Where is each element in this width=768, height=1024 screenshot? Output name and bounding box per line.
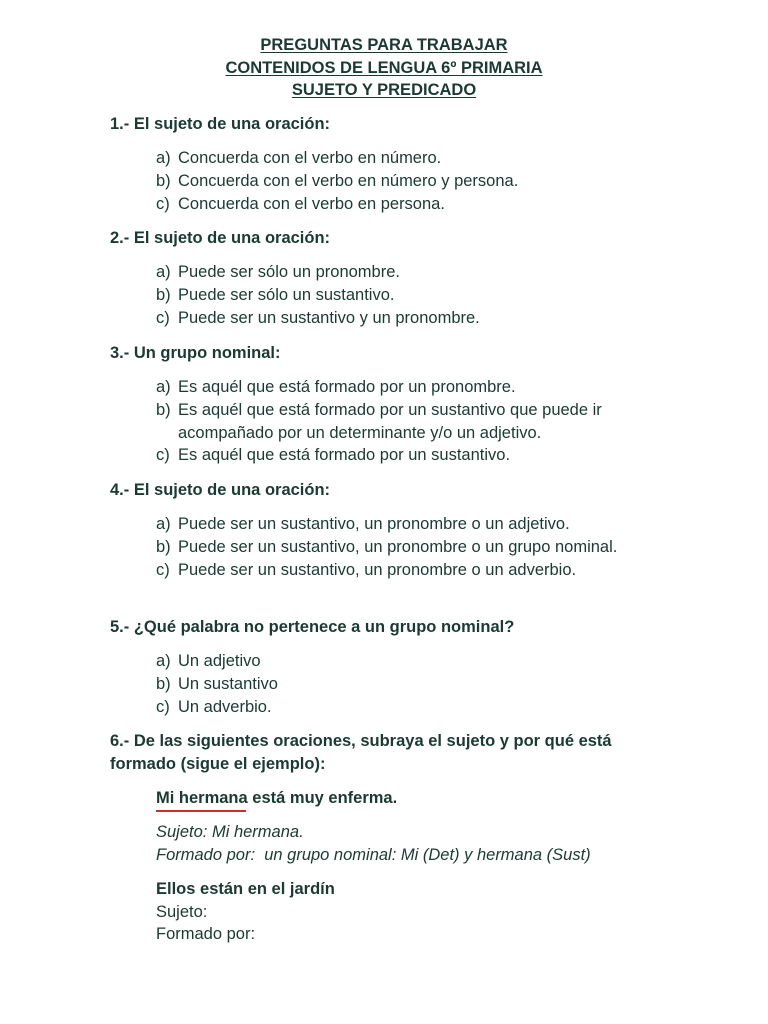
exercise-sentence: Ellos están en el jardín — [156, 880, 335, 898]
question-3-options — [156, 376, 651, 467]
option-letter: a) — [156, 149, 171, 167]
option-text: Un adjetivo — [178, 652, 261, 670]
question-4-heading: 4.- El sujeto de una oración: — [110, 481, 331, 499]
title-line-1: PREGUNTAS PARA TRABAJAR — [260, 36, 508, 54]
option-letter: b) — [156, 400, 171, 419]
subject-underline — [156, 810, 246, 812]
question-5-heading: 5.- ¿Qué palabra no pertenece a un grupo nominal? — [110, 618, 515, 636]
option-item — [156, 696, 676, 719]
option-item — [156, 284, 676, 307]
option-item — [156, 673, 676, 696]
worksheet-title — [0, 34, 768, 102]
question-6-heading: 6.- De las siguientes oraciones, subraya el sujeto y por qué está formado (sigue el ejemplo): — [110, 732, 612, 773]
option-letter: c) — [156, 697, 170, 716]
option-text: Puede ser un sustantivo y un pronombre. — [178, 308, 480, 327]
option-text: Un adverbio. — [178, 697, 272, 716]
title-line-3: SUJETO Y PREDICADO — [291, 81, 477, 99]
example-analysis — [156, 821, 591, 866]
option-item — [156, 444, 651, 467]
question-4-options — [156, 513, 626, 581]
question-1-options — [156, 147, 676, 215]
question-1-heading: 1.- El sujeto de una oración: — [110, 115, 331, 133]
option-item — [156, 650, 676, 673]
example-formado-line: Formado por: un grupo nominal: Mi (Det) y hermana (Sust) — [156, 845, 591, 864]
option-text: Concuerda con el verbo en número. — [178, 149, 442, 167]
option-letter: c) — [156, 560, 170, 579]
option-item — [156, 307, 676, 330]
option-letter: b) — [156, 537, 171, 556]
option-text: Concuerda con el verbo en persona. — [178, 194, 445, 213]
option-text: Puede ser un sustantivo, un pronombre o un grupo nominal. — [178, 537, 618, 556]
option-letter: a) — [156, 652, 171, 670]
option-item — [156, 376, 651, 399]
option-item — [156, 513, 626, 536]
option-letter: b) — [156, 674, 171, 693]
option-text: Es aquél que está formado por un pronombre. — [178, 378, 516, 396]
option-text: Puede ser sólo un pronombre. — [178, 263, 400, 281]
option-text: Puede ser un sustantivo, un pronombre o un adverbio. — [178, 560, 577, 579]
option-text: Concuerda con el verbo en número y persona. — [178, 171, 519, 190]
option-letter: b) — [156, 171, 171, 190]
option-item — [156, 261, 676, 284]
option-letter: a) — [156, 515, 171, 533]
option-text: Un sustantivo — [178, 674, 278, 693]
option-text: Puede ser sólo un sustantivo. — [178, 285, 395, 304]
option-letter: b) — [156, 285, 171, 304]
example-subject-text: Mi hermana — [156, 789, 248, 807]
example-rest: está muy enferma. — [247, 789, 398, 807]
option-text: Es aquél que está formado por un sustantivo que puede ir acompañado por un determinante y/o un adjetivo. — [178, 400, 602, 442]
example-sentence — [156, 787, 397, 809]
option-item — [156, 147, 676, 170]
exercise-formado-line: Formado por: — [156, 925, 256, 943]
title-line-2: CONTENIDOS DE LENGUA 6º PRIMARIA — [225, 58, 543, 77]
option-letter: a) — [156, 263, 171, 281]
option-letter: c) — [156, 446, 170, 465]
option-letter: c) — [156, 194, 170, 213]
option-letter: c) — [156, 308, 170, 327]
option-text: Puede ser un sustantivo, un pronombre o un adjetivo. — [178, 515, 570, 533]
option-text: Es aquél que está formado por un sustantivo. — [178, 446, 511, 465]
example-subject — [156, 787, 248, 809]
question-2-heading: 2.- El sujeto de una oración: — [110, 229, 331, 247]
option-item — [156, 193, 676, 216]
option-item — [156, 170, 676, 193]
exercise-sujeto-line: Sujeto: — [156, 903, 208, 921]
example-sujeto-line: Sujeto: Mi hermana. — [156, 823, 304, 841]
question-2-options — [156, 261, 676, 329]
question-3-heading: 3.- Un grupo nominal: — [110, 344, 281, 362]
option-item — [156, 559, 626, 582]
option-letter: a) — [156, 378, 171, 396]
option-item — [156, 536, 626, 559]
option-item — [156, 399, 651, 445]
question-5-options — [156, 650, 676, 718]
